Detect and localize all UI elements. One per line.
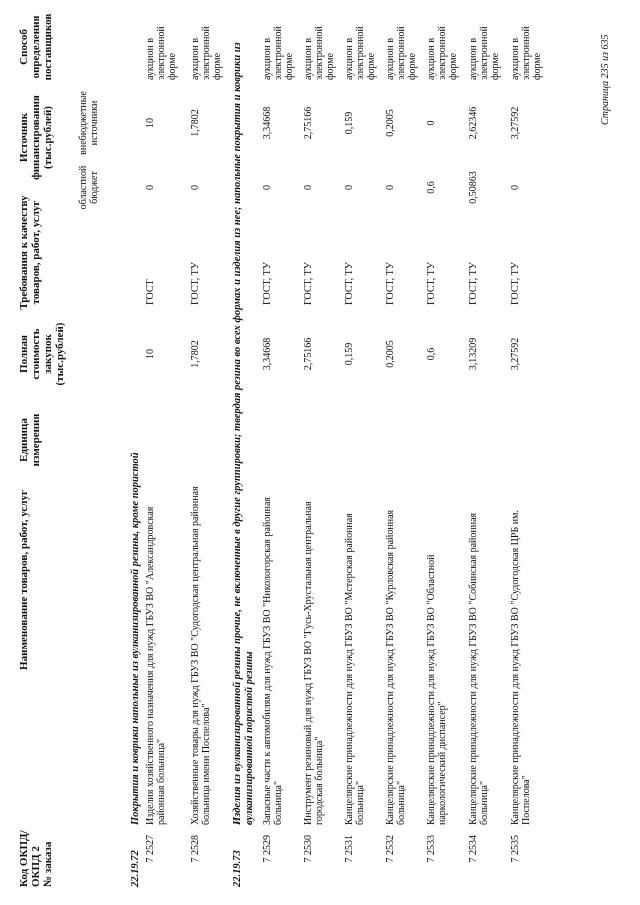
row-method: аукцион в электронной форме — [303, 26, 336, 80]
row-method: аукцион в электронной форме — [426, 26, 459, 80]
row-order: 7 2531 — [344, 835, 355, 863]
row-total: 3,27592 — [510, 337, 521, 371]
row-method: аукцион в электронной форме — [468, 26, 501, 80]
row-extra: 0,2005 — [385, 109, 396, 137]
row-requirements: ГОСТ, ТУ — [468, 262, 479, 305]
row-extra: 1,7802 — [190, 109, 201, 137]
row-requirements: ГОСТ, ТУ — [385, 262, 396, 305]
header-unit: Единица измерения — [18, 413, 42, 467]
row-order: 7 2529 — [262, 835, 273, 863]
row-total: 3,13209 — [468, 337, 479, 371]
row-regional: 0 — [385, 185, 396, 190]
row-total: 2,75166 — [303, 337, 314, 371]
row-order: 7 2528 — [190, 835, 201, 863]
group-title: Изделия из вулканизированной резины прочие, не включенные в другие группировки; твердая резина во всех формах и изделия из нее; напольные покрытия и коврики из вулканизированной пористой резины — [232, 42, 255, 825]
row-regional: 0 — [344, 185, 355, 190]
row-regional: 0 — [510, 185, 521, 190]
row-name: Канцелярские принадлежности для нужд ГБУЗ ВО "Собинская районная больница" — [468, 512, 490, 825]
row-regional: 0,50863 — [468, 171, 479, 204]
page-number: Страница 235 из 635 — [600, 34, 611, 125]
row-method: аукцион в электронной форме — [262, 26, 295, 80]
row-order: 7 2533 — [426, 835, 437, 863]
row-name: Инструмент резиновый для нужд ГБУЗ ВО "Гусь-Хрустальная центральная городская больница" — [303, 501, 325, 825]
row-name: Канцелярские принадлежности для нужд ГБУЗ ВО "Областной наркологический диспансер" — [426, 554, 448, 825]
row-regional: 0 — [190, 185, 201, 190]
row-order: 7 2534 — [468, 835, 479, 863]
header-financing: Источник финансирования (тыс.рублей) — [18, 95, 54, 180]
row-method: аукцион в электронной форме — [510, 26, 543, 80]
header-name: Наименование товаров, работ, услуг — [18, 490, 30, 670]
row-method: аукцион в электронной форме — [385, 26, 418, 80]
row-extra: 0 — [426, 120, 437, 126]
header-requirements: Требования к качеству товаров, работ, услуг — [18, 195, 42, 310]
row-order: 7 2535 — [510, 835, 521, 863]
row-method: аукцион в электронной форме — [190, 26, 223, 80]
header-method: Способ определения поставщиков — [18, 13, 54, 81]
row-requirements: ГОСТ, ТУ — [190, 262, 201, 305]
row-total: 0,2005 — [385, 340, 396, 368]
row-requirements: ГОСТ, ТУ — [510, 262, 521, 305]
row-extra: 2,62346 — [468, 106, 479, 140]
row-name: Изделия хозяйственного назначения для нужд ГБУЗ ВО "Александровская районная больница" — [145, 506, 167, 825]
group-code: 22.19.72 — [130, 850, 141, 887]
row-extra: 10 — [145, 118, 156, 128]
row-requirements: ГОСТ, ТУ — [303, 262, 314, 305]
row-regional: 0 — [262, 185, 273, 190]
row-method: аукцион в электронной форме — [344, 26, 377, 80]
group-title: Покрытия и коврики напольные из вулканизированной резины, кроме пористой — [130, 452, 141, 825]
row-total: 0,159 — [344, 342, 355, 366]
row-name: Запасные части к автомобилям для нужд ГБУЗ ВО "Никологорская районная больница" — [262, 496, 284, 825]
header-total-cost: Полная стоимость закупок (тыс.рублей) — [18, 322, 66, 386]
row-requirements: ГОСТ — [145, 279, 156, 305]
header-regional-budget: областной бюджет — [78, 165, 100, 210]
row-regional: 0,6 — [426, 181, 437, 194]
row-order: 7 2530 — [303, 835, 314, 863]
row-requirements: ГОСТ, ТУ — [344, 262, 355, 305]
row-order: 7 2532 — [385, 835, 396, 863]
row-name: Канцелярские принадлежности для нужд ГБУЗ ВО "Мстерская районная больница" — [344, 513, 366, 825]
row-extra: 3,27592 — [510, 106, 521, 140]
row-requirements: ГОСТ, ТУ — [262, 262, 273, 305]
row-order: 7 2527 — [145, 835, 156, 863]
row-regional: 0 — [145, 185, 156, 190]
row-total: 3,34668 — [262, 337, 273, 371]
row-extra: 3,34668 — [262, 106, 273, 140]
row-total: 1,7802 — [190, 340, 201, 368]
row-regional: 0 — [303, 185, 314, 190]
row-name: Канцелярские принадлежности для нужд ГБУЗ ВО "Судогодская ЦРБ им. Поспелова" — [510, 510, 532, 825]
row-total: 0,6 — [426, 347, 437, 361]
row-name: Хозяйственные товары для нужд ГБУЗ ВО "Судогодская центральная районная больница имени Поспелова" — [190, 486, 212, 825]
header-code: Код ОКПД/ ОКПД 2 № заказа — [18, 830, 54, 887]
row-total: 10 — [145, 349, 156, 359]
row-extra: 0,159 — [344, 111, 355, 135]
row-extra: 2,75166 — [303, 106, 314, 140]
row-requirements: ГОСТ, ТУ — [426, 262, 437, 305]
row-method: аукцион в электронной форме — [145, 26, 178, 80]
row-name: Канцелярские принадлежности для нужд ГБУЗ ВО "Курловская районная больница" — [385, 509, 407, 825]
group-code: 22.19.73 — [232, 850, 243, 887]
header-extra-budget: внебюджетные источники — [78, 91, 100, 155]
